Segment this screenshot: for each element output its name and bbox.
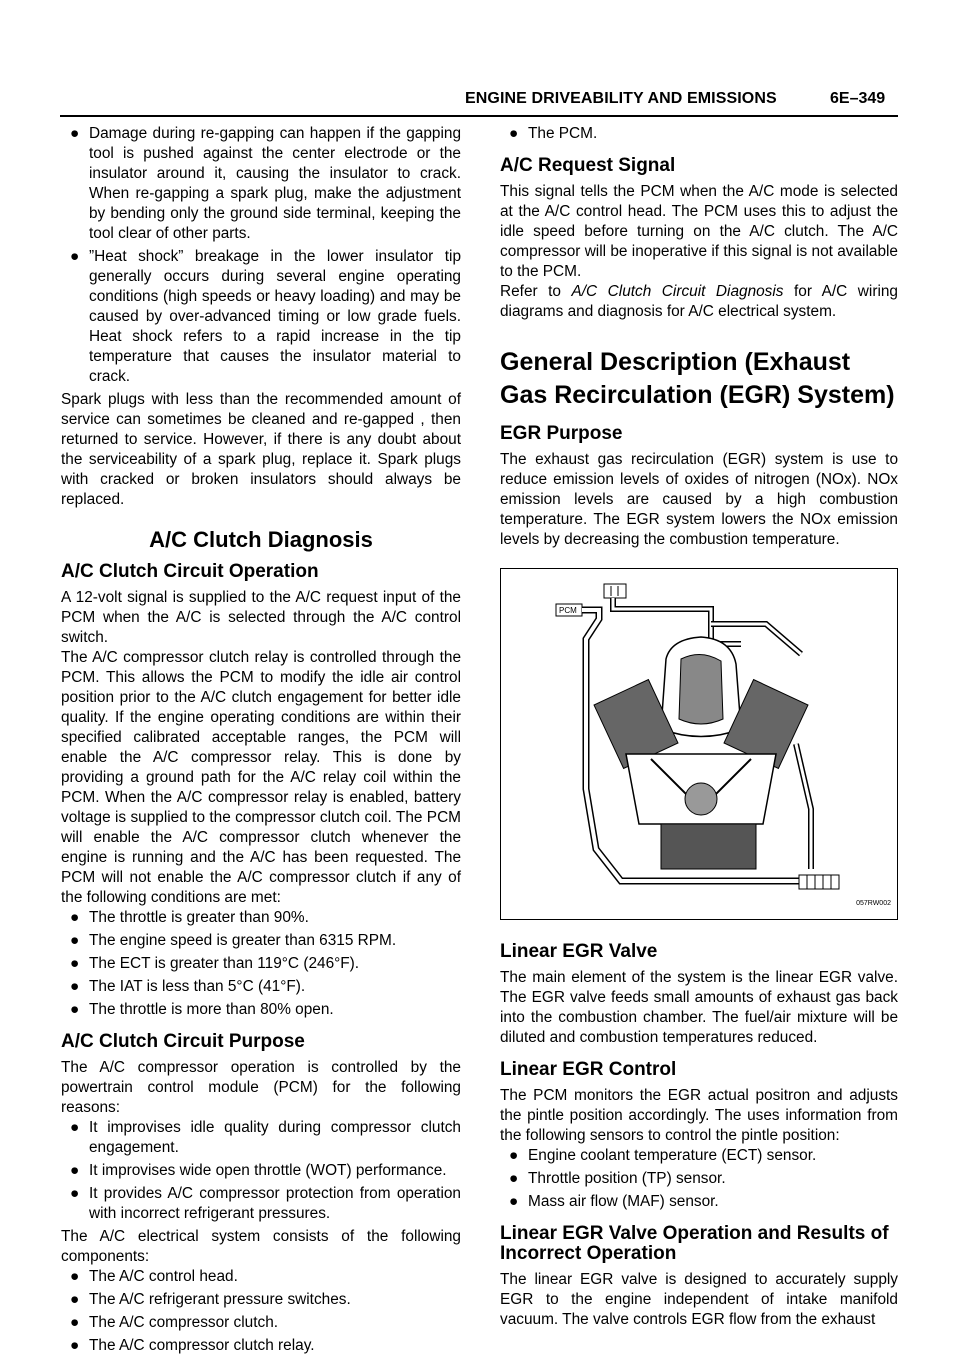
list-item: ● The ECT is greater than 119°C (246°F). — [70, 955, 360, 972]
list-item: ● The A/C control head. — [70, 1268, 238, 1285]
sensor-list — [500, 1146, 898, 1212]
figure-code: 057RW002 — [856, 900, 891, 907]
list-item: ● ”Heat shock” breakage in the lower insulator tip generally occurs during several engine operating conditions (high speeds or heavy loading) and may be caused by over-advanced timing or low grade fuels. Heat shock refers to a rapid increase in the tip temperature that causes the insulator material to crack. — [70, 248, 461, 385]
heading-egr-purpose: EGR Purpose — [500, 423, 623, 444]
condition-list — [61, 908, 461, 1020]
connector-icon — [604, 584, 626, 598]
paragraph: The A/C compressor operation is controlled by the powertrain control module (PCM) for the following reasons: — [61, 1059, 461, 1116]
cross-reference: A/C Clutch Circuit Diagnosis — [571, 283, 784, 300]
paragraph: Refer to A/C Clutch Circuit Diagnosis for A/C wiring diagrams and diagnosis for A/C electrical system. — [500, 283, 898, 320]
list-item: ● It provides A/C compressor protection from operation with incorrect refrigerant pressures. — [70, 1185, 461, 1222]
pcm-bullet-list — [500, 124, 898, 144]
section-title-ac-clutch-diagnosis: A/C Clutch Diagnosis — [149, 527, 373, 552]
bullet-icon: ● — [509, 1147, 519, 1164]
bullet-icon: ● — [70, 1119, 80, 1136]
list-item: ● The A/C compressor clutch relay. — [70, 1337, 315, 1354]
bullet-icon: ● — [70, 955, 80, 972]
bullet-icon: ● — [70, 1185, 80, 1202]
spark-plug-paragraph: Spark plugs with less than the recommended amount of service can sometimes be cleaned and re-gapped , then returned to service. However, if there is any doubt about the serviceability of a spark plug, replace it. Spark plugs with cracked or broken insulators should always be replaced. — [61, 391, 461, 508]
list-item: ● It improvises idle quality during compressor clutch engagement. — [70, 1119, 461, 1156]
bullet-icon: ● — [70, 1291, 80, 1308]
list-item: ● Damage during re-gapping can happen if the gapping tool is pushed against the center electrode or the insulator around it, causing the insulator to crack. When re-gapping a spark plug, make the adjustment by bending only the ground side terminal, keeping the tool clear of other parts. — [70, 125, 461, 242]
pcm-label: PCM — [559, 606, 577, 615]
bullet-icon: ● — [70, 125, 80, 142]
list-item: ● The throttle is more than 80% open. — [70, 1001, 334, 1018]
paragraph: The linear EGR valve is designed to accurately supply EGR to the engine independent of intake manifold vacuum. The valve controls EGR flow from the exhaust — [500, 1271, 898, 1328]
list-item: ● Mass air flow (MAF) sensor. — [509, 1193, 719, 1210]
bullet-icon: ● — [70, 1337, 80, 1354]
list-item: ● It improvises wide open throttle (WOT) performance. — [70, 1162, 447, 1179]
paragraph: The A/C compressor clutch relay is controlled through the PCM. This allows the PCM to modify the idle air control position prior to the A/C clutch engagement for better idle quality. If the engine operating conditions are within their specified calibrated acceptable ranges, the PCM will enable the A/C compressor relay. This is done by providing a ground path for the A/C relay coil within the PCM. When the A/C compressor relay is enabled, battery voltage is supplied to the compressor clutch coil. The PCM will enable the A/C compressor clutch whenever the engine is running and the A/C has been requested. The PCM will not enable the A/C compressor clutch if any of the following conditions are met: — [61, 649, 461, 906]
section-title-egr: General Description (Exhaust Gas Recirculation (EGR) System) — [500, 348, 895, 409]
bullet-icon: ● — [70, 1268, 80, 1285]
bullet-icon: ● — [70, 248, 80, 265]
bullet-icon: ● — [70, 909, 80, 926]
list-item: ● The A/C refrigerant pressure switches. — [70, 1291, 351, 1308]
heading-ac-clutch-circuit-operation: A/C Clutch Circuit Operation — [61, 561, 319, 582]
bullet-icon: ● — [509, 125, 519, 142]
list-item: ● The PCM. — [509, 125, 598, 142]
paragraph: A 12-volt signal is supplied to the A/C request input of the PCM when the A/C is selected through the A/C control switch. — [61, 589, 461, 646]
paragraph: The main element of the system is the linear EGR valve. The EGR valve feeds small amounts of exhaust gas back into the combustion chamber. The fuel/air mixture will be diluted and combustion temperatures reduced. — [500, 969, 898, 1046]
bullet-icon: ● — [70, 978, 80, 995]
paragraph: The A/C electrical system consists of the following components: — [61, 1228, 461, 1265]
paragraph: This signal tells the PCM when the A/C mode is selected at the A/C control head. The PCM uses this to adjust the idle speed before turning on the A/C clutch. The A/C compressor will be inoperative if this signal is not available to the PCM. — [500, 183, 898, 280]
page-number: 6E–349 — [830, 90, 886, 107]
bullet-icon: ● — [70, 1001, 80, 1018]
list-item: ● Engine coolant temperature (ECT) sensor. — [509, 1147, 817, 1164]
spark-plug-bullets — [61, 124, 461, 387]
list-item: ● The IAT is less than 5°C (41°F). — [70, 978, 306, 995]
heading-linear-egr-valve-operation: Linear EGR Valve Operation and Results of Incorrect Operation — [500, 1223, 889, 1264]
paragraph: The PCM monitors the EGR actual positron and adjusts the pintle position accordingly. The uses information from the following sensors to control the pintle position: — [500, 1087, 898, 1144]
bullet-icon: ● — [70, 1162, 80, 1179]
engine-diagram — [501, 569, 897, 919]
header-rule — [60, 115, 898, 117]
bullet-icon: ● — [70, 1314, 80, 1331]
right-column — [500, 124, 898, 1330]
exhaust-connector-icon — [799, 875, 839, 889]
heading-linear-egr-control: Linear EGR Control — [500, 1059, 677, 1080]
list-item: ● The A/C compressor clutch. — [70, 1314, 279, 1331]
heading-ac-request-signal: A/C Request Signal — [500, 155, 676, 176]
paragraph: The exhaust gas recirculation (EGR) system is use to reduce emission levels of oxides of nitrogen (NOx). NOx emission levels are caused by a high combustion temperature. The EGR system lowers the NOx emission levels by decreasing the combustion temperature. — [500, 451, 898, 548]
heading-ac-clutch-circuit-purpose: A/C Clutch Circuit Purpose — [61, 1031, 305, 1052]
list-item: ● Throttle position (TP) sensor. — [509, 1170, 726, 1187]
bullet-icon: ● — [70, 932, 80, 949]
left-column — [61, 124, 461, 1359]
list-item: ● The throttle is greater than 90%. — [70, 909, 309, 926]
bullet-icon: ● — [509, 1193, 519, 1210]
component-list — [61, 1267, 461, 1356]
header-title: ENGINE DRIVEABILITY AND EMISSIONS — [465, 90, 777, 107]
list-item: ● The engine speed is greater than 6315 RPM. — [70, 932, 397, 949]
heading-linear-egr-valve: Linear EGR Valve — [500, 941, 658, 962]
oil-pan — [661, 824, 756, 869]
egr-system-figure — [500, 568, 898, 920]
reason-list — [61, 1118, 461, 1224]
bullet-icon: ● — [509, 1170, 519, 1187]
